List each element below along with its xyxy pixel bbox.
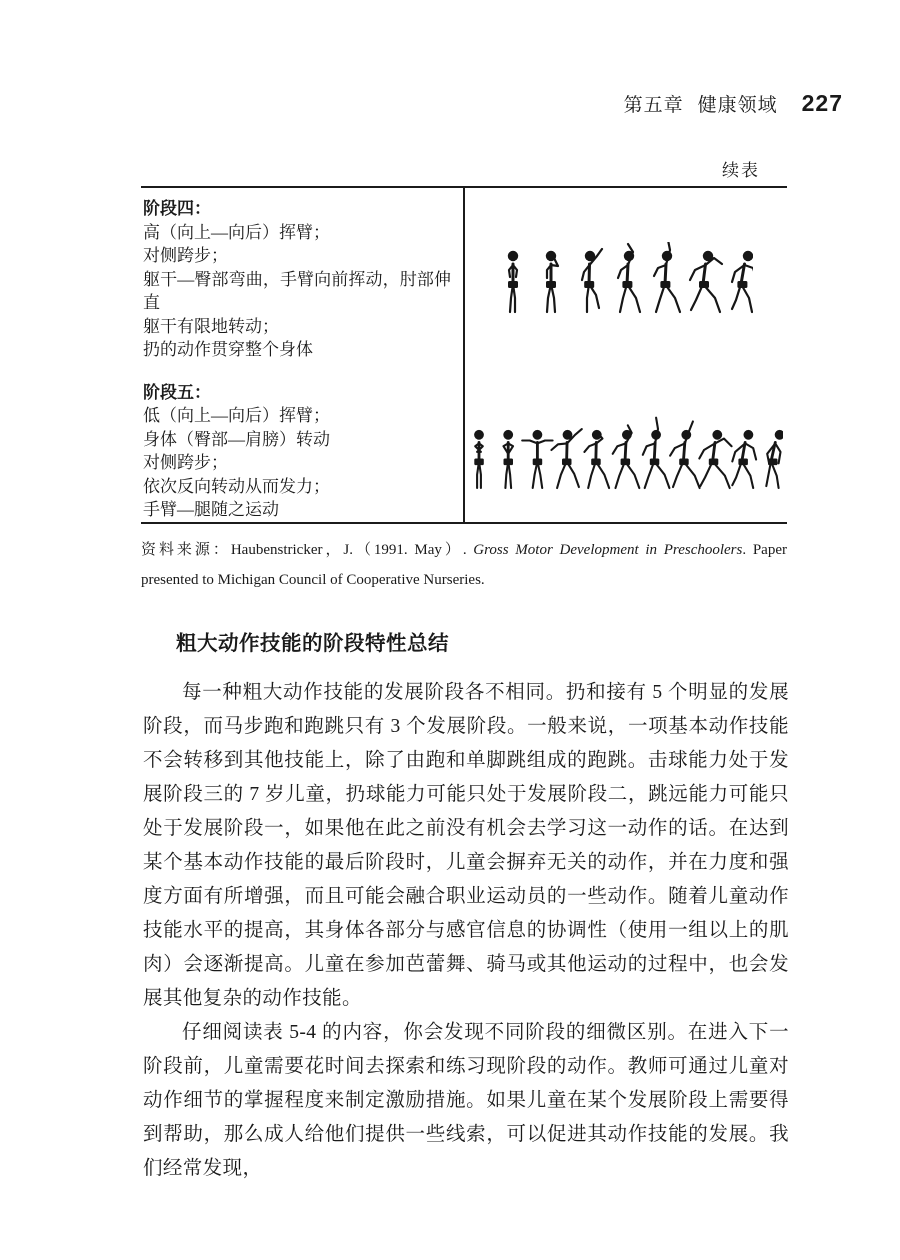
- stage-4-throwing-sequence-svg: [501, 242, 753, 318]
- source-note-title: Gross Motor Development in Preschoolers: [473, 542, 743, 558]
- stage-4-lines: [143, 221, 451, 362]
- stage-5-line: 对侧跨步；: [143, 453, 228, 472]
- stage-4-line: 躯干有限地转动；: [143, 316, 279, 336]
- stages-table-text-column: [141, 188, 465, 522]
- body-paragraph: 每一种粗大动作技能的发展阶段各不相同。扔和接有 5 个明显的发展阶段，而马步跑和跑跳只有 3 个发展阶段。一般来说，一项基本动作技能不会转移到其他技能上，除了由跑和单脚跳组成的跑跳。击球能力处于发展阶段三的 7 岁儿童，扔球能力可能只处于发展阶段二，跳远能力可能只处于发展阶段一，如果他在此之前没有机会去学习这一动作的话。在达到某个基本动作技能的最后阶段时，儿童会摒弃无关的动作，并在力度和强度方面有所增强，而且可能会融合职业运动员的一些动作。随着儿童动作技能水平的提高，其身体各部分与感官信息的协调性（使用一组以上的肌肉）会逐渐提高。儿童在参加芭蕾舞、骑马或其他运动的过程中，也会发展其他复杂的动作技能。: [143, 682, 789, 1009]
- section-heading: 粗大动作技能的阶段特性总结: [176, 632, 449, 655]
- stage-4-line: 扔的动作贯穿整个身体: [143, 340, 313, 359]
- stage-4-title: 阶段四：: [143, 199, 211, 218]
- stage-4-row: [143, 197, 451, 362]
- source-note-prefix: 资料来源：: [141, 542, 231, 558]
- stage-5-line: 手臂—腿随之运动: [143, 500, 279, 519]
- stage-4-line: 高（向上—向后）挥臂；: [143, 222, 330, 242]
- source-note: [141, 535, 787, 595]
- source-note-rest: . Paper presented to Michigan Council of Cooperative Nurseries.: [141, 542, 787, 588]
- body-paragraph: 仔细阅读表 5-4 的内容，你会发现不同阶段的细微区别。在进入下一阶段前，儿童需要花时间去探索和练习现阶段的动作。教师可通过儿童对动作细节的掌握程度来制定激励措施。如果儿童在某个发展阶段上需要得到帮助，那么成人给他们提供一些线索，可以促进其动作技能的发展。我们经常发现，: [143, 1022, 789, 1179]
- stage-5-illustration: [467, 406, 783, 499]
- stages-table: [141, 186, 787, 524]
- stage-5-throwing-sequence-svg: [467, 406, 783, 494]
- page-number: 227: [801, 90, 843, 116]
- body-text: [143, 676, 789, 1186]
- source-note-citation: Haubenstricker，J.（1991. May）.: [230, 542, 474, 558]
- stage-5-line: 依次反向转动从而发力；: [143, 476, 330, 496]
- stage-5-line: 身体（臀部—肩膀）转动: [143, 429, 330, 449]
- stage-5-row: [143, 381, 451, 522]
- stage-4-line: 对侧跨步；: [143, 246, 228, 265]
- stage-5-lines: [143, 404, 451, 522]
- stages-table-illustration-column: [465, 188, 787, 522]
- running-head: [624, 90, 843, 117]
- stage-4-illustration: [501, 242, 753, 323]
- section-label: 健康领域: [697, 95, 778, 116]
- chapter-label: 第五章: [623, 95, 684, 116]
- stage-5-title: 阶段五：: [143, 382, 211, 402]
- stage-5-line: 低（向上—向后）挥臂；: [143, 406, 330, 425]
- stage-4-line: 躯干—臀部弯曲，手臂向前挥动，肘部伸直: [143, 269, 451, 312]
- table-continued-label: 续表: [722, 161, 760, 180]
